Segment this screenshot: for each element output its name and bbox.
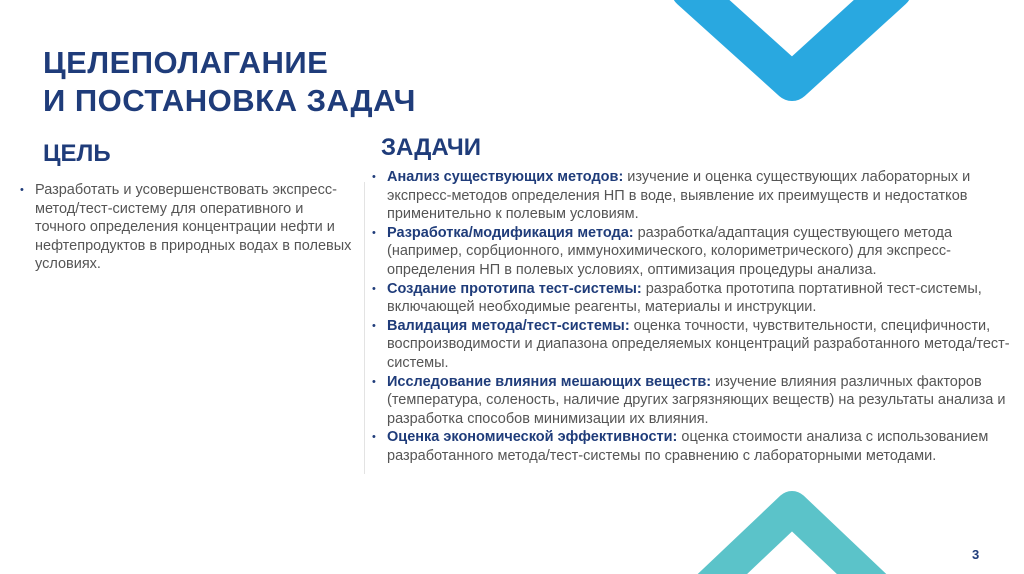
bullet-dot-icon: •	[372, 431, 376, 444]
chevron-down-icon	[690, 0, 893, 82]
task-item	[372, 373, 1012, 429]
goal-text: Разработать и усовершенствовать экспресс-метод/тест-систему для оперативного и точного определения концентрации нефти и нефтепродуктов в природных водах в полевых условиях.	[35, 182, 352, 272]
task-item	[372, 168, 1012, 224]
chevron-up-icon	[695, 508, 889, 574]
tasks-heading: ЗАДАЧИ	[381, 134, 481, 161]
bullet-dot-icon: •	[20, 184, 24, 196]
task-item	[372, 280, 1012, 317]
tasks-list	[372, 168, 1012, 466]
task-description: разработка/адаптация существующего метода (например, сорбционного, иммунохимического, колориметрического) для экспресс-определения НП в полевых условиях, оптимизация процедуры анализа.	[387, 224, 953, 278]
goal-heading: ЦЕЛЬ	[43, 140, 111, 167]
goal-list	[20, 181, 356, 274]
task-term: Создание прототипа тест-системы:	[387, 280, 642, 297]
task-description: оценка точности, чувствительности, специфичности, воспроизводимости и диапазона определяемых концентраций разработанного метода/тест-системы.	[387, 317, 1010, 371]
page-number: 3	[972, 547, 980, 562]
page-title-line-2: И ПОСТАНОВКА ЗАДАЧ	[43, 83, 416, 118]
column-divider	[364, 182, 365, 474]
task-description: изучение влияния различных факторов (температура, соленость, наличие других загрязняющих веществ) на результаты анализа и разработка способов минимизации их влияния.	[387, 373, 1006, 427]
bullet-dot-icon: •	[372, 226, 376, 239]
task-description: разработка прототипа портативной тест-системы, включающей необходимые реагенты, материалы и инструкции.	[387, 280, 982, 316]
page-title	[43, 44, 416, 120]
task-term: Исследование влияния мешающих веществ:	[387, 373, 712, 390]
task-term: Валидация метода/тест-системы:	[387, 317, 630, 334]
task-description: изучение и оценка существующих лабораторных и экспресс-методов определения НП в воде, выявление их преимуществ и недостатков применительно к полевым условиям.	[387, 169, 971, 223]
task-term: Оценка экономической эффективности:	[387, 429, 678, 446]
goal-item	[20, 181, 356, 274]
bullet-dot-icon: •	[372, 319, 376, 332]
task-item	[372, 428, 1012, 465]
bullet-dot-icon: •	[372, 282, 376, 295]
task-description: оценка стоимости анализа с использованием разработанного метода/тест-системы по сравнению с лабораторными методами.	[387, 429, 989, 464]
bullet-dot-icon: •	[372, 171, 376, 183]
task-item	[372, 317, 1012, 373]
page-title-line-1: ЦЕЛЕПОЛАГАНИЕ	[43, 45, 329, 80]
task-term: Разработка/модификация метода:	[387, 224, 634, 241]
bullet-dot-icon: •	[372, 375, 376, 388]
task-item	[372, 224, 1012, 280]
task-term: Анализ существующих методов:	[387, 169, 624, 185]
